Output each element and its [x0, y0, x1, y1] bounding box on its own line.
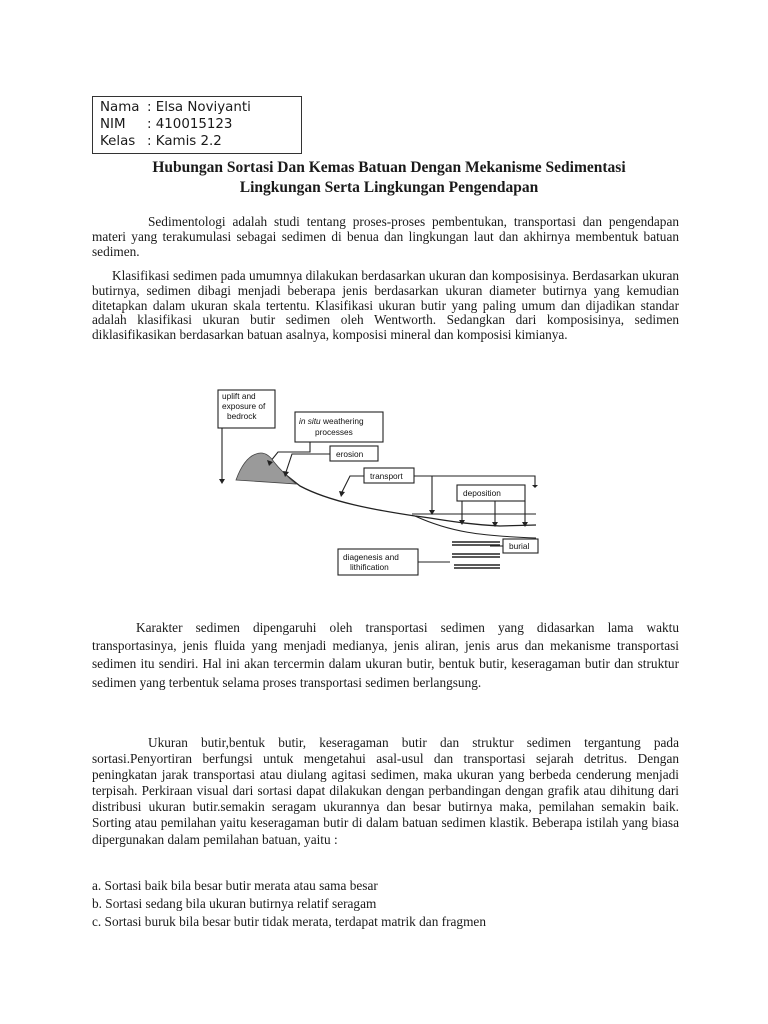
paragraph-4: Ukuran butir,bentuk butir, keseragaman butir dan struktur sedimen tergantung pada sortasi.Penyortiran berfungsi untuk mengetahui asal-usul dan transportasi sejarah detritus. Dengan peningkatan jarak transportasi atau diulang agitasi sedimen, maka ukuran yang berbeda cenderung menjadi terpisah. Perkiraan visual dari sortasi dapat dilakukan dengan perbandingan dengan grafik atau dihitung dari distribusi ukuran butir.semakin seragam ukurannya dan besar butirnya maka, pemilahan semakin baik. Sorting atau pemilahan yaitu keseragaman butir di dalam batuan sedimen klastik. Beberapa istilah yang biasa dipergunakan dalam pemilahan batuan, yaitu : [92, 735, 679, 847]
paragraph-2: Klasifikasi sedimen pada umumnya dilakukan berdasarkan ukuran dan komposisinya. Berdasarkan ukuran butirnya, sedimen dibagi menjadi beberapa jenis berdasarkan ukuran diameter butirnya yang kemudian ditetapkan dalam ukuran skala tertentu. Klasifikasi ukuran butir yang paling umum dan dijadikan standar adalah klasifikasi ukuran butir sedimen oleh Wentworth. Sedangkan dari komposisinya, sedimen diklasifikasikan berdasarkan batuan asalnya, komposisi mineral dan komposisi kimianya. [92, 268, 679, 343]
nim-value: : 410015123 [147, 117, 233, 132]
name-label: Nama [100, 100, 140, 115]
uplift-label-line-1: uplift and [222, 391, 256, 401]
name-row [100, 99, 301, 116]
uplift-label-line-2: exposure of [222, 401, 266, 411]
nim-row [100, 116, 301, 133]
burial-label: burial [509, 541, 530, 551]
paragraph-3: Karakter sedimen dipengaruhi oleh transportasi sedimen yang didasarkan lama waktu transportasinya, jenis fluida yang menjadi medianya, jenis aliran, jenis arus dan mekanisme transportasi sedimen itu sendiri. Hal ini akan tercermin dalam ukuran butir, bentuk butir, keseragaman butir dan struktur sedimen yang terbentuk selama proses transportasi sedimen berlangsung. [92, 620, 679, 690]
transport-label: transport [370, 471, 403, 481]
erosion-arrow [286, 454, 330, 472]
uplift-label-line-3: bedrock [227, 411, 257, 421]
weathering-label-line-2: processes [315, 427, 353, 437]
diagenesis-label-line-1: diagenesis and [343, 552, 399, 562]
student-identity-box [92, 96, 302, 154]
list-item-a: a. Sortasi baik bila besar butir merata atau sama besar [92, 878, 378, 893]
name-value: : Elsa Noviyanti [147, 100, 251, 115]
title-line-2: Lingkungan Serta Lingkungan Pengendapan [239, 179, 539, 196]
title-line-1: Hubungan Sortasi Dan Kemas Batuan Dengan Mekanisme Sedimentasi [152, 159, 626, 176]
list-item-b: b. Sortasi sedang bila ukuran butirnya relatif seragam [92, 896, 377, 911]
paragraph-1: Sedimentologi adalah studi tentang proses-proses pembentukan, transportasi dan pengendapan materi yang terakumulasi sebagai sedimen di benua dan lingkungan laut dan akhirnya membentuk batuan sedimen. [92, 214, 679, 259]
class-label: Kelas [100, 134, 136, 149]
class-value: : Kamis 2.2 [147, 134, 222, 149]
nim-label: NIM [100, 117, 126, 132]
weathering-text: weathering [320, 416, 364, 426]
diagenesis-label-line-2: lithification [350, 562, 389, 572]
weathering-label-line-1 [299, 416, 364, 426]
list-item-c: c. Sortasi buruk bila besar butir tidak merata, terdapat matrik dan fragmen [92, 914, 486, 929]
document-title [92, 158, 686, 198]
transport-arrow [342, 476, 364, 492]
class-row [100, 133, 301, 150]
sedimentation-process-diagram [200, 384, 540, 590]
deposition-label: deposition [463, 488, 501, 498]
in-situ-text: in situ [299, 416, 321, 426]
sediment-layer-line [415, 516, 536, 538]
erosion-label: erosion [336, 449, 364, 459]
